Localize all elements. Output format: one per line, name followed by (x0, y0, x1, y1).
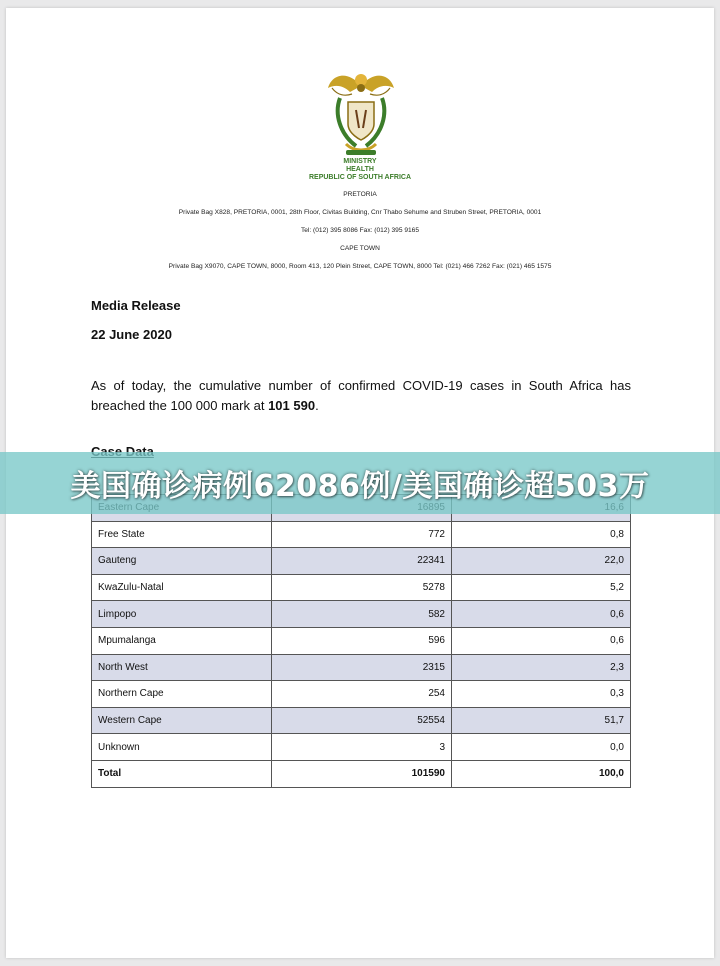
cases-cell: 2315 (272, 654, 452, 681)
province-cell: Western Cape (92, 707, 272, 734)
release-title: Media Release (91, 298, 181, 313)
table-row (92, 548, 631, 575)
paragraph-end: . (315, 398, 319, 413)
percent-cell: 0,6 (452, 601, 631, 628)
province-cell: Total (92, 760, 272, 787)
cases-cell: 596 (272, 627, 452, 654)
percent-cell: 0,0 (452, 734, 631, 761)
cases-cell: 101590 (272, 760, 452, 787)
province-cell: North West (92, 654, 272, 681)
table-row (92, 734, 631, 761)
table-row (92, 707, 631, 734)
ministry-line-3: REPUBLIC OF SOUTH AFRICA (308, 174, 412, 181)
table-row (92, 601, 631, 628)
cases-cell: 22341 (272, 548, 452, 575)
capetown-address: Private Bag X9070, CAPE TOWN, 8000, Room 413, 120 Plein Street, CAPE TOWN, 8000 Tel: (021) 466 7262 Fax: (021) 465 1575 (168, 263, 552, 270)
cases-cell: 5278 (272, 574, 452, 601)
cases-cell: 582 (272, 601, 452, 628)
case-data-table (91, 494, 631, 788)
table-row (92, 681, 631, 708)
percent-cell: 22,0 (452, 548, 631, 575)
release-date: 22 June 2020 (91, 327, 172, 342)
table-row (92, 574, 631, 601)
case-count: 101 590 (268, 398, 316, 413)
ministry-line-2: HEALTH (346, 166, 374, 173)
percent-cell: 0,6 (452, 627, 631, 654)
percent-cell: 0,8 (452, 521, 631, 548)
paragraph-text: As of today, the cumulative number of confirmed COVID-19 cases in South Africa has breached the 100 000 mark at (91, 378, 631, 413)
table-row (92, 521, 631, 548)
percent-cell: 2,3 (452, 654, 631, 681)
province-cell: Northern Cape (92, 681, 272, 708)
cases-cell: 772 (272, 521, 452, 548)
overlay-banner (0, 452, 720, 514)
province-cell: Gauteng (92, 548, 272, 575)
percent-cell: 5,2 (452, 574, 631, 601)
table-row (92, 627, 631, 654)
percent-cell: 0,3 (452, 681, 631, 708)
ministry-line-1: MINISTRY (343, 158, 377, 165)
banner-text: 美国确诊病例62086例/美国确诊超503万 (70, 469, 650, 504)
pretoria-address: Private Bag X828, PRETORIA, 0001, 28th Floor, Civitas Building, Cnr Thabo Sehume and Struben Street, PRETORIA, 0001 (178, 209, 542, 216)
province-cell: Free State (92, 521, 272, 548)
province-cell: Mpumalanga (92, 627, 272, 654)
province-cell: KwaZulu-Natal (92, 574, 272, 601)
table-total-row (92, 760, 631, 787)
pretoria-title: PRETORIA (343, 191, 377, 198)
province-cell: Limpopo (92, 601, 272, 628)
table-row (92, 654, 631, 681)
cases-cell: 254 (272, 681, 452, 708)
percent-cell: 51,7 (452, 707, 631, 734)
pretoria-tel: Tel: (012) 395 8086 Fax: (012) 395 9165 (300, 227, 420, 234)
cases-cell: 3 (272, 734, 452, 761)
province-cell: Unknown (92, 734, 272, 761)
release-paragraph (91, 376, 631, 416)
percent-cell: 100,0 (452, 760, 631, 787)
capetown-title: CAPE TOWN (340, 245, 380, 252)
coat-of-arms-icon (326, 66, 396, 160)
cases-cell: 52554 (272, 707, 452, 734)
